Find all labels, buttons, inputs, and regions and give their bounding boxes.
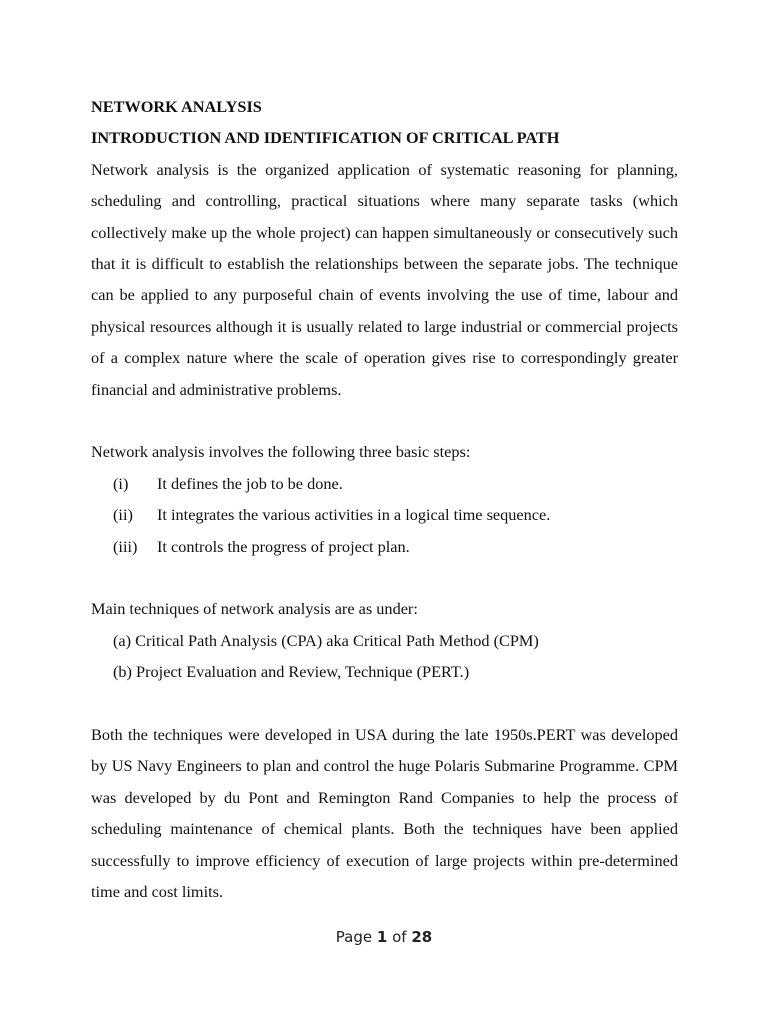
list-item-text: It defines the job to be done. [157,473,343,493]
spacer [91,405,678,436]
list-item [91,468,678,499]
list-item-number: (ii) [113,505,133,525]
of-label: of [392,928,407,946]
list-item [91,531,678,562]
page-label: Page [335,928,373,946]
document-title: NETWORK ANALYSIS [91,97,262,116]
list-item-number: (iii) [113,536,138,556]
technique-item-cpa: (a) Critical Path Analysis (CPA) aka Critical Path Method (CPM) [113,630,539,650]
current-page-number: 1 [376,928,388,946]
page-content [91,91,678,908]
history-paragraph: Both the techniques were developed in USA during the late 1950s.PERT was developed by US Navy Engineers to plan and control the huge Polaris Submarine Programme. CPM was developed by du Pont and Remington Rand Companies to help the process of scheduling maintenance of chemical plants. Both the techniques have been applied successfully to improve efficiency of execution of large projects within pre-determined time and cost limits. [91,725,678,902]
spacer [91,562,678,593]
page-footer [0,926,768,948]
list-item-number: (i) [113,473,129,493]
techniques-lead-paragraph: Main techniques of network analysis are as under: [91,599,418,619]
steps-lead-paragraph: Network analysis involves the following three basic steps: [91,442,471,462]
technique-item-pert: (b) Project Evaluation and Review, Technique (PERT.) [113,662,470,682]
spacer [91,688,678,719]
list-item-text: It integrates the various activities in a logical time sequence. [157,505,551,525]
intro-paragraph: Network analysis is the organized application of systematic reasoning for planning, scheduling and controlling, practical situations where many separate tasks (which collectively make up the whole project) can happen simultaneously or consecutively such that it is difficult to establish the relationships between the separate jobs. The technique can be applied to any purposeful chain of events involving the use of time, labour and physical resources although it is usually related to large industrial or commercial projects of a complex nature where the scale of operation gives rise to correspondingly greater financial and administrative problems. [91,159,678,399]
list-item-text: It controls the progress of project plan. [157,536,410,556]
total-pages-number: 28 [411,928,433,946]
list-item [91,499,678,530]
section-heading: INTRODUCTION AND IDENTIFICATION OF CRITICAL PATH [91,128,560,148]
